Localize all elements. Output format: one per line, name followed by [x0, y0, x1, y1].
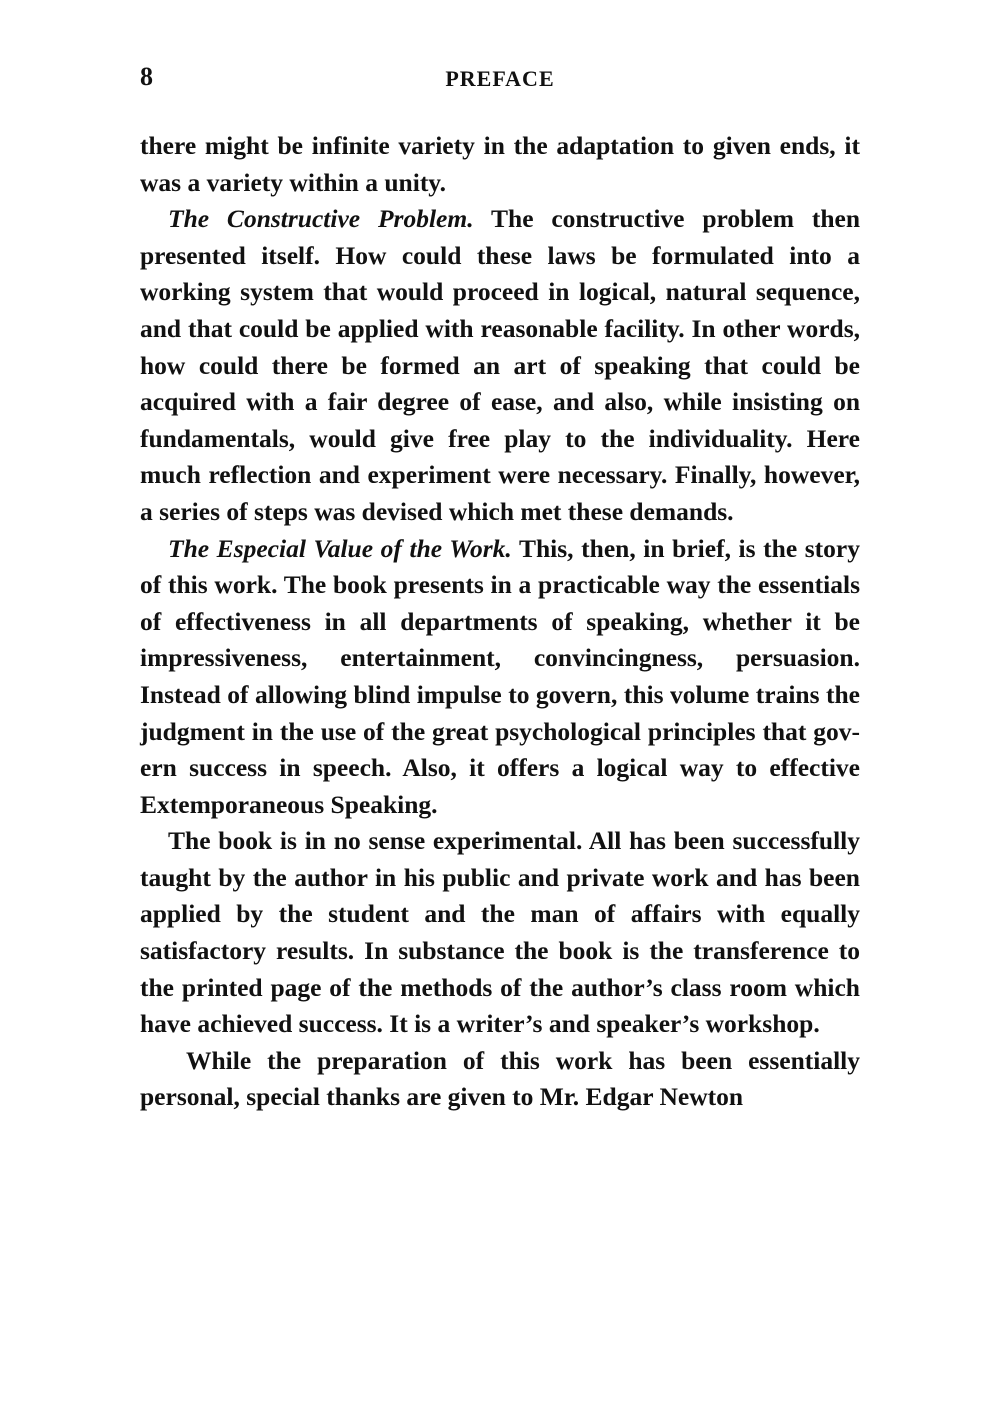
paragraph-not-experimental	[140, 823, 860, 1043]
section-heading-constructive-problem: The Constructive Problem.	[168, 204, 474, 234]
paragraph-especial-value	[140, 531, 860, 824]
running-header	[140, 62, 860, 98]
running-title: PREFACE	[445, 66, 555, 91]
preface-body	[140, 128, 860, 1116]
section-heading-especial-value: The Especial Value of the Work.	[168, 533, 512, 563]
paragraph-text: The book is in no sense experimental. All has been successfully taught by the author in his public and private work and has been applied by the student and the man of affairs with equally satisfactory results. In substance the book is the transference to the printed page of the methods of the author’s class room which have achieved success. It is a writer’s and speaker’s workshop.	[140, 826, 860, 1039]
paragraph-continuation	[140, 128, 860, 201]
page-number: 8	[140, 62, 153, 91]
paragraph-acknowledgments	[140, 1043, 860, 1116]
paragraph-text: This, then, in brief, is the story of this work. The book presents in a practicable way the essentials of effectiveness in all departments of speaking, whether it be impressiveness, entertainment, convincingness, persuasion. Instead of allowing blind impulse to govern, this volume trains the judgment in the use of the great psychological principles that govern success in speech. Also, it offers a logical way to effective Extemporaneous Speaking.	[140, 533, 860, 819]
paragraph-text: there might be infinite variety in the adaptation to given ends, it was a variety within a unity.	[140, 131, 860, 197]
paragraph-text: The constructive problem then presented itself. How could these laws be formulated into a working system that would proceed in logical, natural sequence, and that could be applied with reasonable facility. In other words, how could there be formed an art of speaking that could be acquired with a fair degree of ease, and also, while insisting on fundamentals, would give free play to the individuality. Here much reflection and experiment were necessary. Finally, however, a series of steps was devised which met these demands.	[140, 204, 860, 526]
paragraph-text: While the preparation of this work has been essentially personal, special thanks are given to Mr. Edgar Newton	[140, 1045, 860, 1112]
paragraph-constructive-problem	[140, 201, 860, 530]
